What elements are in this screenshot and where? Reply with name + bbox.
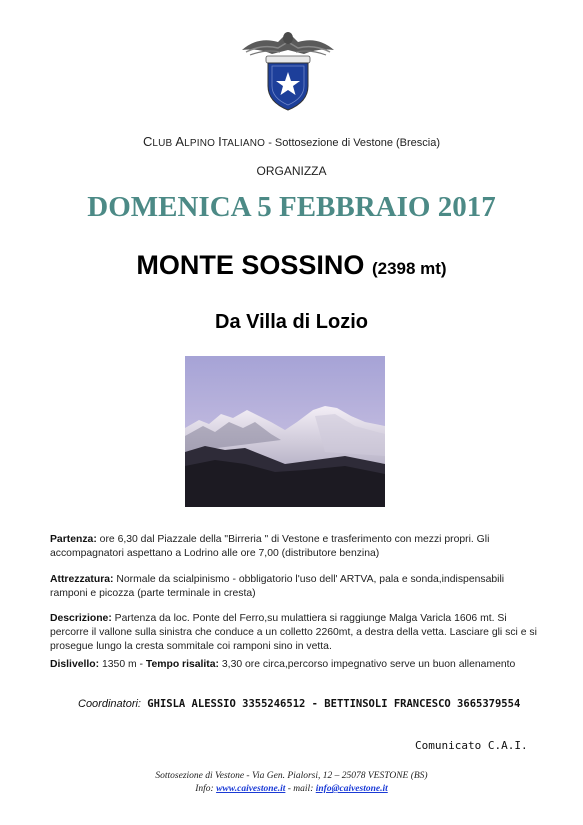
footer <box>0 770 583 796</box>
mail-label: - mail: <box>285 784 316 794</box>
detail-text: ore 6,30 dal Piazzale della "Birreria " di Vestone e trasferimento con mezzi propri. Gli accompagnatori aspettano a Lodrino alle ore 7,00 (distributore benzina) <box>50 534 490 559</box>
detail-label: Descrizione: <box>50 613 112 624</box>
footer-address: Sottosezione di Vestone - Via Gen. Pialorsi, 12 – 25078 VESTONE (BS) <box>155 771 428 781</box>
time-value: 3,30 ore circa,percorso impegnativo serve un buon allenamento <box>219 659 516 670</box>
club-word-lpino: LPINO <box>184 138 219 149</box>
mountain-title <box>0 250 583 281</box>
detail-attrezzatura <box>50 573 540 601</box>
club-word-taliano: TALIANO <box>221 138 266 149</box>
cai-logo <box>238 28 338 114</box>
dislivello-value: 1350 m - <box>99 659 146 670</box>
club-initial-a: A <box>175 134 185 149</box>
footer-contacts <box>0 783 583 796</box>
mountain-photo <box>185 356 385 507</box>
comunicato-signature: Comunicato C.A.I. <box>415 739 528 752</box>
email-link[interactable]: info@caivestone.it <box>315 784 388 794</box>
time-label: Tempo risalita: <box>145 659 220 670</box>
info-label: Info: <box>195 784 217 794</box>
detail-text: Partenza da loc. Ponte del Ferro,su mulattiera si raggiunge Malga Varicla 1606 mt. Si percorre il vallone sulla sinistra che conduce a un colletto 2260mt, a destra della vetta. Lasciare gli sci e si prosegue lungo la cresta sommitale coi ramponi sino in vetta. <box>50 613 537 652</box>
detail-descrizione <box>50 612 540 654</box>
detail-partenza <box>50 533 540 561</box>
coordinators <box>78 696 548 713</box>
organizza-label: ORGANIZZA <box>256 164 327 178</box>
starting-point: Da Villa di Lozio <box>215 311 368 333</box>
club-heading <box>0 134 583 149</box>
detail-label: Partenza: <box>50 534 97 545</box>
club-word-lub: LUB <box>152 138 176 149</box>
club-initial-c: C <box>142 134 153 149</box>
detail-dislivello <box>50 658 540 672</box>
detail-label: Attrezzatura: <box>50 574 114 585</box>
eagle-shield-star-icon <box>238 28 338 114</box>
website-link[interactable]: www.caivestone.it <box>216 784 286 794</box>
coordinators-label: Coordinatori: <box>78 698 141 710</box>
mountain-altitude: (2398 mt) <box>371 259 447 278</box>
event-date: DOMENICA 5 FEBBRAIO 2017 <box>87 191 496 223</box>
dislivello-label: Dislivello: <box>50 659 100 670</box>
coordinators-names: GHISLA ALESSIO 3355246512 - BETTINSOLI FRANCESCO 3665379554 <box>140 698 521 710</box>
club-initial-i: I <box>218 134 222 149</box>
detail-text: Normale da scialpinismo - obbligatorio l'uso dell' ARTVA, pala e sonda,indispensabili ramponi e picozza (parte terminale in cresta) <box>50 574 505 599</box>
mountain-name: MONTE SOSSINO <box>136 250 365 280</box>
section-name: - Sottosezione di Vestone (Brescia) <box>265 137 441 149</box>
